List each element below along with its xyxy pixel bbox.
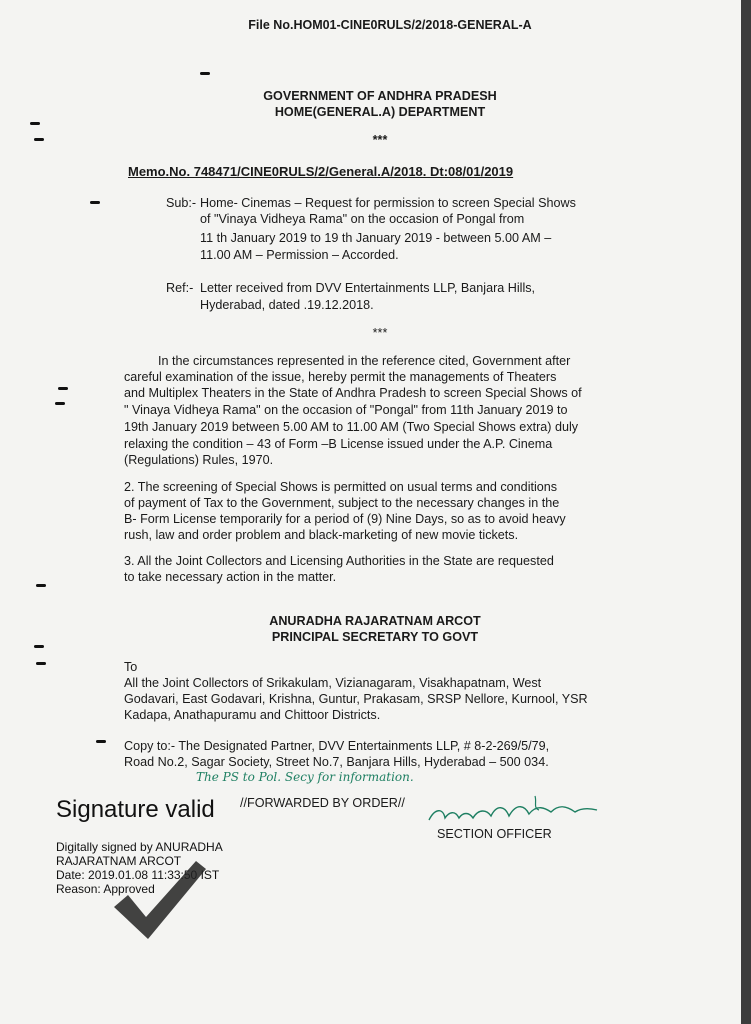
reference-line: Letter received from DVV Entertainments LLP, Banjara Hills,: [200, 281, 536, 295]
paragraph-line: relaxing the condition – 43 of Form –B License issued under the A.P. Cinema: [124, 437, 553, 451]
binder-mark: [58, 387, 68, 390]
subject-line: 11.00 AM – Permission – Accorded.: [200, 248, 399, 262]
signatory-title: PRINCIPAL SECRETARY TO GOVT: [271, 630, 479, 644]
checkmark-icon: [110, 855, 210, 945]
paragraph-line: (Regulations) Rules, 1970.: [124, 453, 274, 467]
copy-to-line: Road No.2, Sagar Society, Street No.7, Banjara Hills, Hyderabad – 500 034.: [124, 755, 549, 769]
binder-mark: [36, 662, 46, 665]
signatory-name: ANURADHA RAJARATNAM ARCOT: [269, 614, 481, 628]
handwritten-signature: [425, 790, 605, 830]
to-line: All the Joint Collectors of Srikakulam, Vizianagaram, Visakhapatnam, West: [124, 676, 542, 690]
binder-mark: [200, 72, 210, 75]
paragraph-line: 2. The screening of Special Shows is permitted on usual terms and conditions: [124, 480, 558, 494]
digital-signature-line: Digitally signed by ANURADHA: [56, 840, 223, 854]
paragraph-line: 3. All the Joint Collectors and Licensing Authorities in the State are requested: [124, 554, 554, 568]
reference-label: Ref:-: [166, 281, 194, 295]
subject-line: Home- Cinemas – Request for permission to screen Special Shows: [200, 196, 576, 210]
paragraph-line: " Vinaya Vidheya Rama" on the occasion of "Pongal" from 11th January 2019 to: [124, 403, 568, 417]
memo-number: Memo.No. 748471/CINE0RULS/2/General.A/2018. Dt:08/01/2019: [128, 164, 514, 179]
paragraph-line: careful examination of the issue, hereby permit the managements of Theaters: [124, 370, 557, 384]
paragraph-line: of payment of Tax to the Government, subject to the necessary changes in the: [124, 496, 560, 510]
section-officer-label: SECTION OFFICER: [437, 827, 552, 841]
paragraph-line: In the circumstances represented in the reference cited, Government after: [158, 354, 571, 368]
reference-line: Hyderabad, dated .19.12.2018.: [200, 298, 374, 312]
binder-mark: [36, 584, 46, 587]
binder-mark: [34, 138, 44, 141]
signature-valid-label: Signature valid: [56, 796, 215, 823]
subject-label: Sub:-: [166, 196, 197, 210]
binder-mark: [55, 402, 65, 405]
binder-mark: [90, 201, 100, 204]
handwritten-note: The PS to Pol. Secy for information.: [196, 770, 414, 784]
forwarded-by-order: //FORWARDED BY ORDER//: [240, 796, 405, 810]
file-number: File No.HOM01-CINE0RULS/2/2018-GENERAL-A: [248, 18, 532, 32]
binder-mark: [96, 740, 106, 743]
binder-mark: [34, 645, 44, 648]
subject-line: 11 th January 2019 to 19 th January 2019 - between 5.00 AM –: [200, 231, 552, 245]
copy-to-line: Copy to:- The Designated Partner, DVV Entertainments LLP, # 8-2-269/5/79,: [124, 739, 550, 753]
separator-stars: ***: [372, 133, 388, 147]
government-title: GOVERNMENT OF ANDHRA PRADESH: [263, 89, 497, 103]
paragraph-line: to take necessary action in the matter.: [124, 570, 337, 584]
digital-signature-line: Reason: Approved: [56, 882, 155, 896]
paragraph-line: 19th January 2019 between 5.00 AM to 11.00 AM (Two Special Shows extra) duly: [124, 420, 579, 434]
department-title: HOME(GENERAL.A) DEPARTMENT: [274, 105, 486, 119]
paragraph-line: rush, law and order problem and black-marketing of new movie tickets.: [124, 528, 519, 542]
paragraph-line: B- Form License temporarily for a period of (9) Nine Days, so as to avoid heavy: [124, 512, 566, 526]
digital-signature-line: Date: 2019.01.08 11:33:50 IST: [56, 868, 220, 882]
separator-stars: ***: [372, 326, 388, 340]
paragraph-line: and Multiplex Theaters in the State of Andhra Pradesh to screen Special Shows of: [124, 386, 582, 400]
to-line: Godavari, East Godavari, Krishna, Guntur, Prakasam, SRSP Nellore, Kurnool, YSR: [124, 692, 588, 706]
digital-signature-line: RAJARATNAM ARCOT: [56, 854, 182, 868]
to-label: To: [124, 660, 138, 674]
subject-line: of "Vinaya Vidheya Rama" on the occasion of Pongal from: [200, 212, 525, 226]
to-line: Kadapa, Anathapuramu and Chittoor Districts.: [124, 708, 381, 722]
binder-mark: [30, 122, 40, 125]
